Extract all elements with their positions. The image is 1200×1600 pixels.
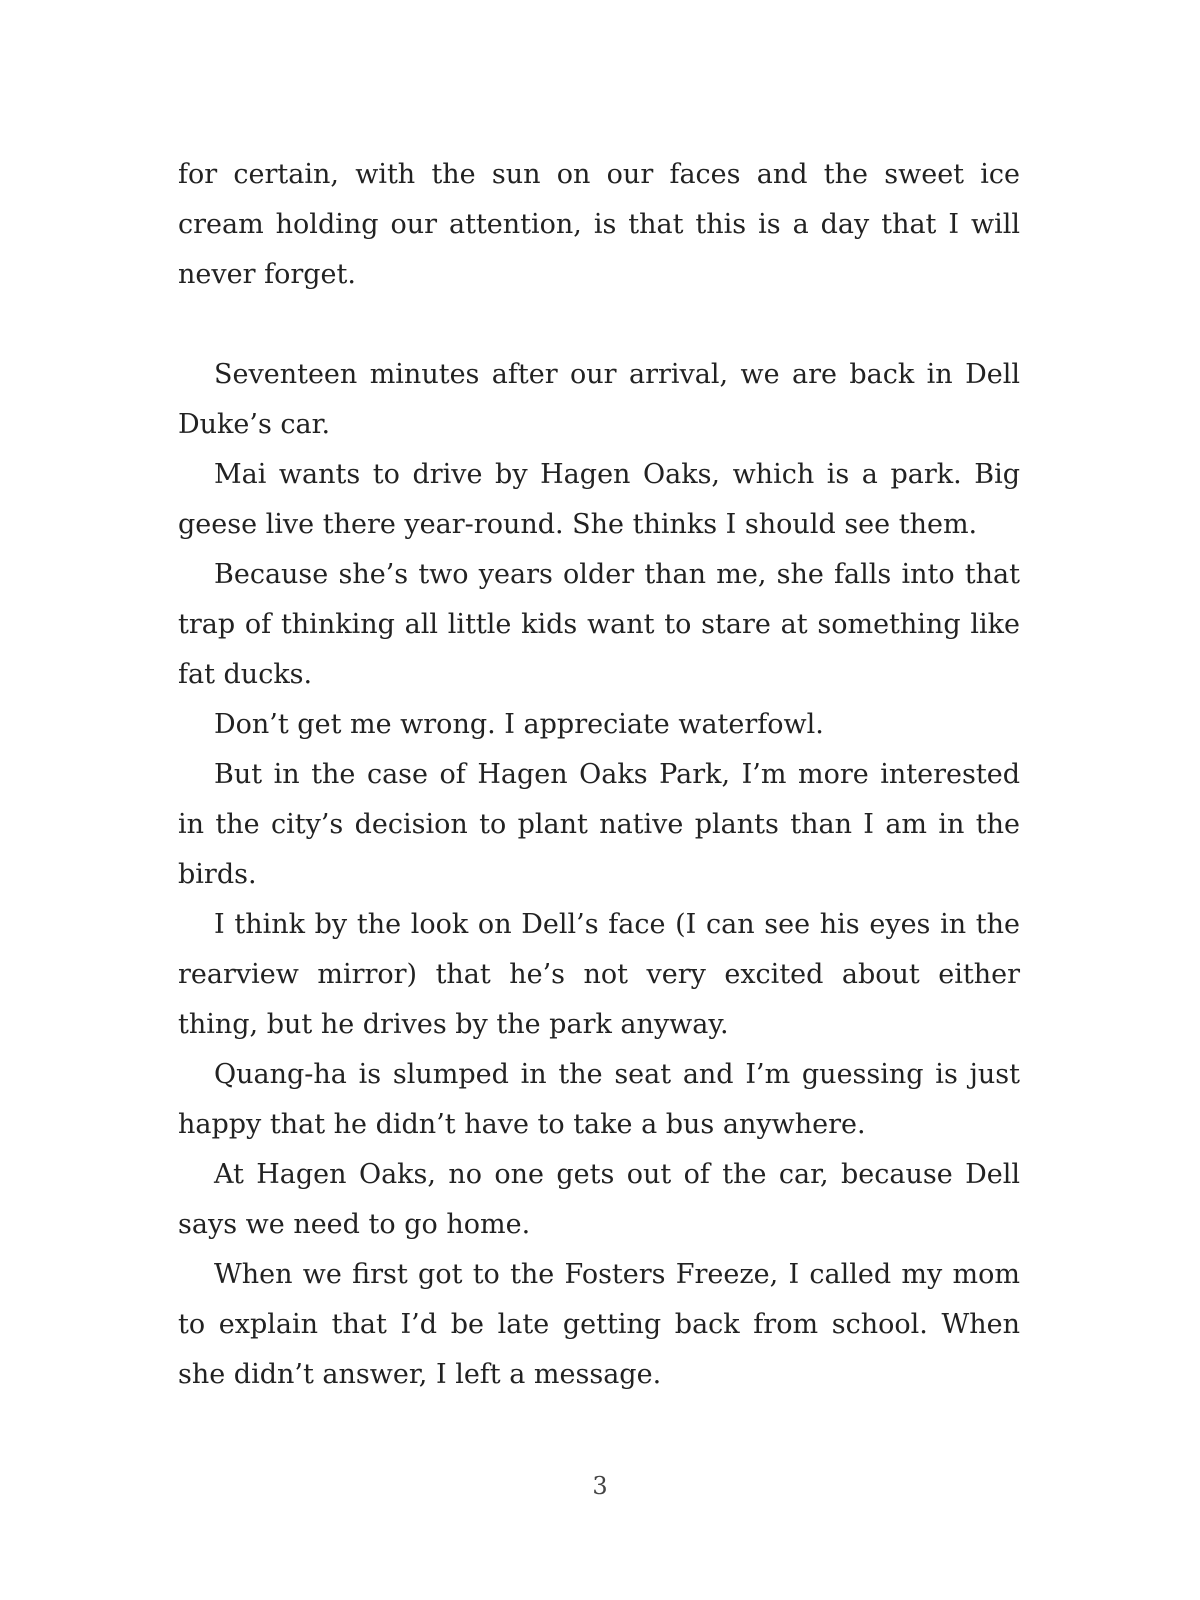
section-break <box>178 300 1020 350</box>
paragraph-8: Quang-ha is slumped in the seat and I’m guessing is just happy that he didn’t have to take a bus anywhere. <box>178 1059 1020 1140</box>
body-text <box>178 150 1020 1400</box>
paragraph-9: At Hagen Oaks, no one gets out of the car, because Dell says we need to go home. <box>178 1159 1020 1240</box>
paragraph-2: Seventeen minutes after our arrival, we are back in Dell Duke’s car. <box>178 359 1020 440</box>
paragraph-4: Because she’s two years older than me, she falls into that trap of thinking all little kids want to stare at something like fat ducks. <box>178 559 1020 690</box>
paragraph-7: I think by the look on Dell’s face (I can see his eyes in the rearview mirror) that he’s not very excited about either thing, but he drives by the park anyway. <box>178 909 1020 1040</box>
page-number: 3 <box>592 1472 608 1500</box>
paragraph-6: But in the case of Hagen Oaks Park, I’m more interested in the city’s decision to plant native plants than I am in the birds. <box>178 759 1020 890</box>
paragraph-3: Mai wants to drive by Hagen Oaks, which is a park. Big geese live there year-round. She thinks I should see them. <box>178 459 1020 540</box>
paragraph-10: When we first got to the Fosters Freeze, I called my mom to explain that I’d be late getting back from school. When she didn’t answer, I left a message. <box>178 1259 1020 1390</box>
paragraph-5: Don’t get me wrong. I appreciate waterfowl. <box>214 709 824 740</box>
paragraph-1: for certain, with the sun on our faces and the sweet ice cream holding our attention, is that this is a day that I will never forget. <box>178 159 1020 290</box>
